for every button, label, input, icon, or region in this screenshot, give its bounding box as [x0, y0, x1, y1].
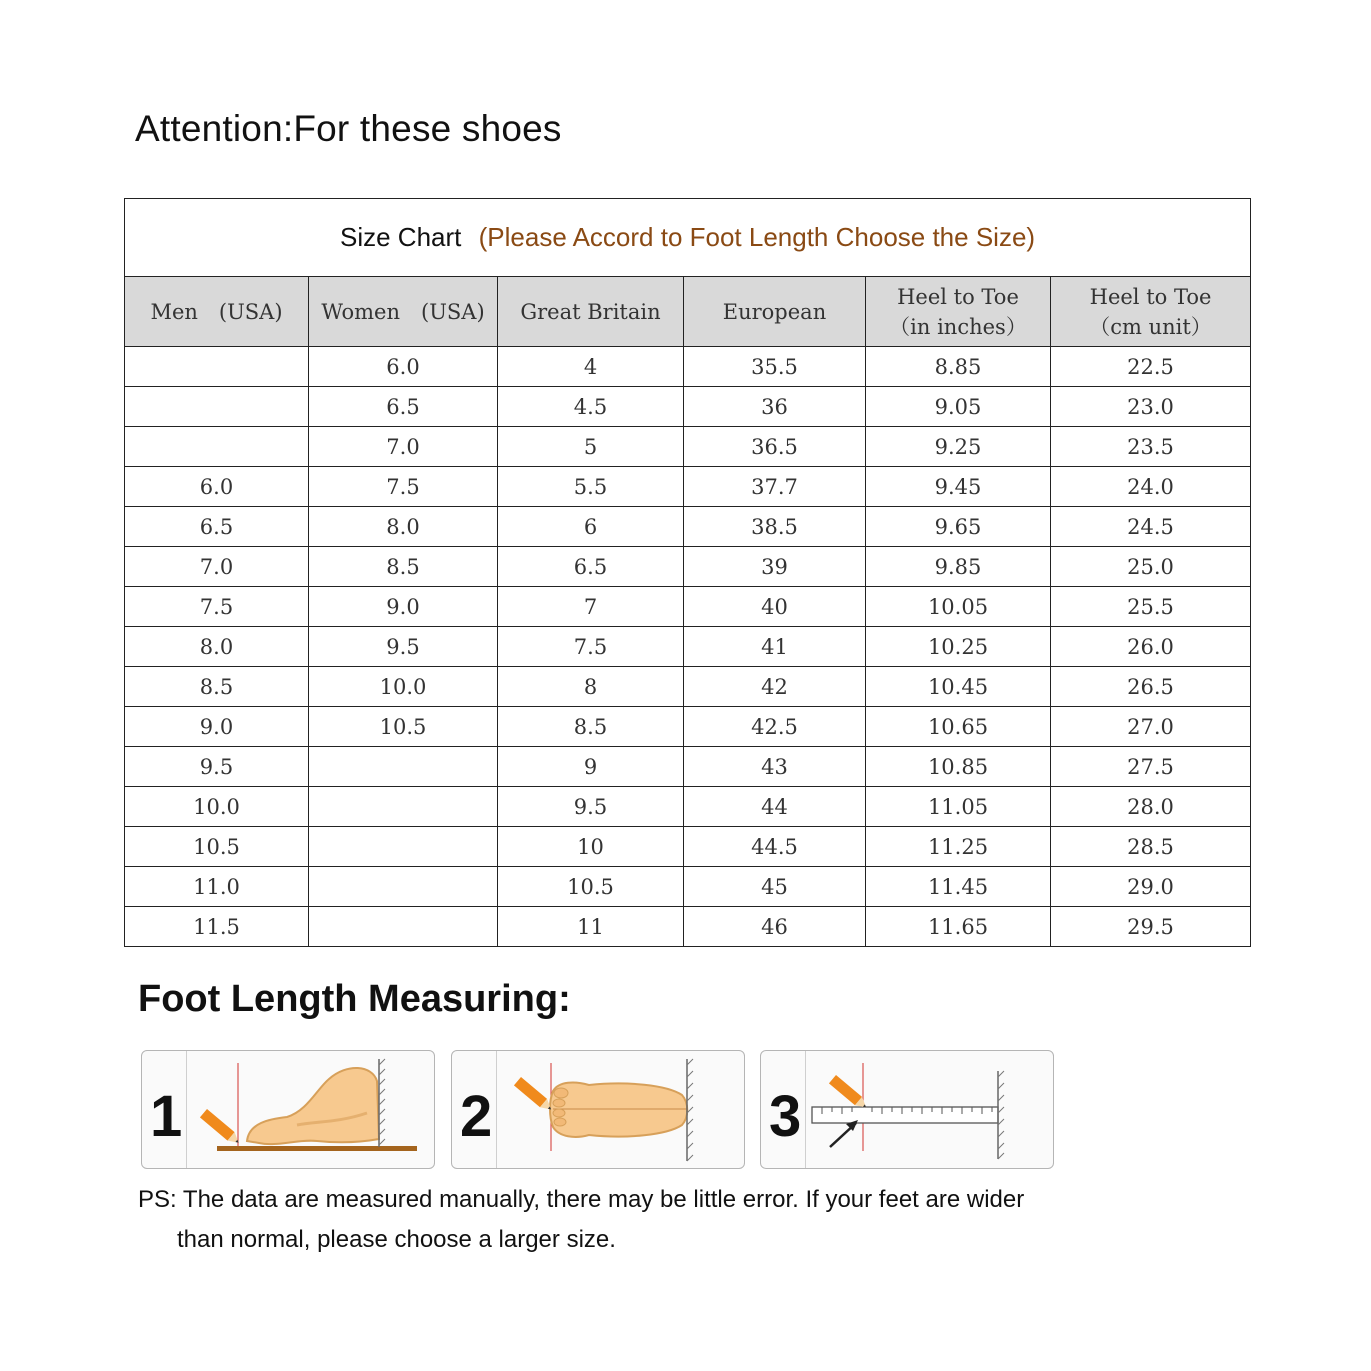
table-cell: 8: [498, 667, 684, 707]
table-cell: 7.5: [125, 587, 309, 627]
note-line-1: PS: The data are measured manually, there may be little error. If your feet are wider: [138, 1186, 1025, 1213]
column-header: [498, 277, 684, 347]
table-cell: 24.5: [1051, 507, 1251, 547]
table-cell: [309, 787, 498, 827]
table-cell: 8.5: [309, 547, 498, 587]
table-cell: 36: [684, 387, 866, 427]
table-cell: 5: [498, 427, 684, 467]
table-cell: 25.5: [1051, 587, 1251, 627]
table-cell: 29.0: [1051, 867, 1251, 907]
table-cell: 8.5: [498, 707, 684, 747]
table-cell: 26.5: [1051, 667, 1251, 707]
column-header-line-1: Great Britain: [520, 299, 661, 324]
table-cell: 46: [684, 907, 866, 947]
measurement-note: [138, 1180, 1024, 1260]
table-cell: 9.0: [125, 707, 309, 747]
step-number: 2: [460, 1084, 493, 1149]
column-header: [125, 277, 309, 347]
column-header: [309, 277, 498, 347]
table-cell: [125, 427, 309, 467]
table-row: [125, 747, 1251, 787]
table-row: [125, 667, 1251, 707]
table-cell: [309, 827, 498, 867]
table-cell: 11.05: [866, 787, 1051, 827]
table-cell: 11: [498, 907, 684, 947]
table-row: [125, 827, 1251, 867]
table-cell: 9.5: [309, 627, 498, 667]
table-cell: [309, 747, 498, 787]
table-cell: 10.85: [866, 747, 1051, 787]
size-chart-title-text: Size Chart: [340, 222, 462, 252]
size-chart-subtitle: (Please Accord to Foot Length Choose the Size): [478, 222, 1036, 252]
table-cell: 7.5: [309, 467, 498, 507]
table-cell: 41: [684, 627, 866, 667]
step-number: 1: [150, 1084, 183, 1149]
table-row: [125, 467, 1251, 507]
table-cell: 25.0: [1051, 547, 1251, 587]
step-2-panel: [451, 1050, 745, 1169]
table-row: [125, 787, 1251, 827]
table-row: [125, 547, 1251, 587]
size-chart-title: [125, 199, 1251, 277]
table-cell: 6.5: [309, 387, 498, 427]
table-cell: 27.5: [1051, 747, 1251, 787]
table-cell: 35.5: [684, 347, 866, 387]
table-cell: 26.0: [1051, 627, 1251, 667]
column-header: [1051, 277, 1251, 347]
foot-length-measuring-title: Foot Length Measuring:: [138, 978, 571, 1020]
note-line-2: than normal, please choose a larger size.: [177, 1226, 616, 1253]
table-cell: 7.0: [309, 427, 498, 467]
table-cell: 28.5: [1051, 827, 1251, 867]
table-cell: 6.5: [125, 507, 309, 547]
table-row: [125, 867, 1251, 907]
table-cell: 7: [498, 587, 684, 627]
table-cell: 39: [684, 547, 866, 587]
table-cell: 10.5: [309, 707, 498, 747]
table-cell: 10.0: [125, 787, 309, 827]
column-header-line-1: Heel to Toe: [1089, 284, 1212, 309]
table-cell: 22.5: [1051, 347, 1251, 387]
table-cell: 9.85: [866, 547, 1051, 587]
table-cell: 8.0: [309, 507, 498, 547]
table-cell: 45: [684, 867, 866, 907]
table-cell: 44.5: [684, 827, 866, 867]
table-row: [125, 907, 1251, 947]
table-cell: 27.0: [1051, 707, 1251, 747]
step-number: 3: [769, 1084, 802, 1149]
column-header: [866, 277, 1051, 347]
step-1-panel: [141, 1050, 435, 1169]
table-cell: 9.0: [309, 587, 498, 627]
table-cell: 4: [498, 347, 684, 387]
table-cell: 42.5: [684, 707, 866, 747]
table-row: [125, 387, 1251, 427]
table-cell: 11.45: [866, 867, 1051, 907]
table-cell: 9.65: [866, 507, 1051, 547]
table-cell: 6.5: [498, 547, 684, 587]
foot-side-with-pencil-icon: [187, 1051, 433, 1168]
size-chart-table: [124, 198, 1251, 947]
table-cell: 10.45: [866, 667, 1051, 707]
table-cell: 24.0: [1051, 467, 1251, 507]
table-cell: 8.0: [125, 627, 309, 667]
table-cell: 9.45: [866, 467, 1051, 507]
table-cell: 10.05: [866, 587, 1051, 627]
table-cell: 11.0: [125, 867, 309, 907]
table-row: [125, 707, 1251, 747]
column-header-line-1: Men (USA): [150, 299, 283, 324]
table-cell: 6.0: [309, 347, 498, 387]
table-cell: 9: [498, 747, 684, 787]
column-header-line-1: European: [722, 299, 827, 324]
table-cell: 43: [684, 747, 866, 787]
table-cell: 10.25: [866, 627, 1051, 667]
table-cell: 28.0: [1051, 787, 1251, 827]
table-cell: 11.25: [866, 827, 1051, 867]
table-cell: 10.5: [125, 827, 309, 867]
step-3-panel: [760, 1050, 1054, 1169]
table-cell: 29.5: [1051, 907, 1251, 947]
table-row: [125, 427, 1251, 467]
table-cell: 10.0: [309, 667, 498, 707]
table-cell: 9.25: [866, 427, 1051, 467]
table-cell: [309, 907, 498, 947]
table-cell: 7.0: [125, 547, 309, 587]
table-cell: 9.5: [125, 747, 309, 787]
table-cell: 8.5: [125, 667, 309, 707]
table-cell: 6.0: [125, 467, 309, 507]
table-cell: 4.5: [498, 387, 684, 427]
column-header: [684, 277, 866, 347]
column-header-line-1: Heel to Toe: [897, 284, 1019, 309]
table-cell: 23.5: [1051, 427, 1251, 467]
column-header-line-2: （in inches）: [889, 314, 1027, 339]
column-header-line-2: （cm unit）: [1089, 314, 1212, 339]
column-header-line-1: Women (USA): [321, 299, 485, 324]
table-cell: 10: [498, 827, 684, 867]
table-cell: 40: [684, 587, 866, 627]
table-cell: 38.5: [684, 507, 866, 547]
table-cell: 10.5: [498, 867, 684, 907]
table-cell: 44: [684, 787, 866, 827]
table-cell: 23.0: [1051, 387, 1251, 427]
table-cell: 37.7: [684, 467, 866, 507]
table-cell: 36.5: [684, 427, 866, 467]
table-cell: 42: [684, 667, 866, 707]
table-cell: 5.5: [498, 467, 684, 507]
foot-top-with-pencil-icon: [497, 1051, 743, 1168]
table-row: [125, 587, 1251, 627]
column-header-row: [125, 277, 1251, 347]
table-cell: 8.85: [866, 347, 1051, 387]
table-cell: [125, 347, 309, 387]
table-cell: 9.5: [498, 787, 684, 827]
table-row: [125, 507, 1251, 547]
size-table-body: [125, 347, 1251, 947]
table-row: [125, 627, 1251, 667]
table-cell: 7.5: [498, 627, 684, 667]
table-cell: 11.5: [125, 907, 309, 947]
table-cell: 9.05: [866, 387, 1051, 427]
table-cell: [309, 867, 498, 907]
table-cell: 10.65: [866, 707, 1051, 747]
attention-heading: Attention:For these shoes: [135, 108, 562, 149]
ruler-with-pencil-icon: [806, 1051, 1052, 1168]
table-cell: [125, 387, 309, 427]
table-cell: 6: [498, 507, 684, 547]
table-cell: 11.65: [866, 907, 1051, 947]
table-row: [125, 347, 1251, 387]
